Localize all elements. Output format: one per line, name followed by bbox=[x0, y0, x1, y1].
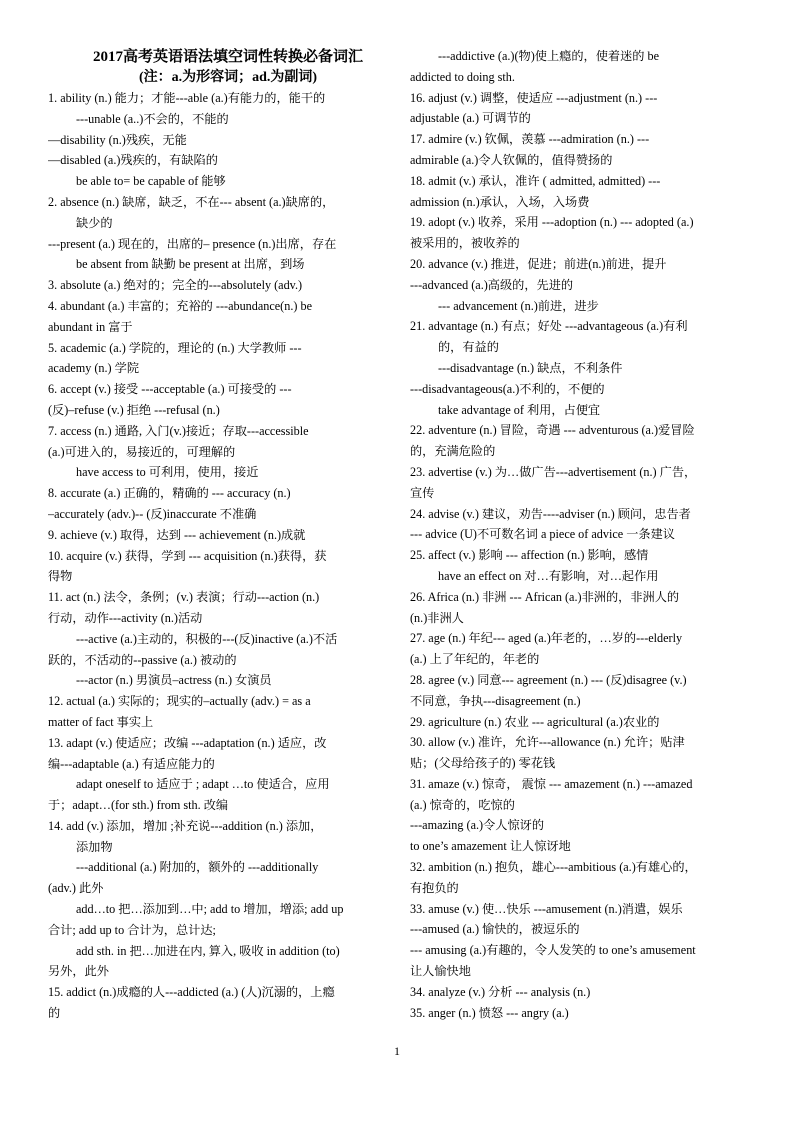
entry-line: 6. accept (v.) 接受 ---acceptable (a.) 可接受的 --- bbox=[48, 382, 292, 397]
entry-line: ---amused (a.) 愉快的，被逗乐的 bbox=[410, 922, 580, 937]
entry-line: 33. amuse (v.) 使…快乐 ---amusement (n.)消遣，娱乐 bbox=[410, 901, 683, 916]
entry-line: 21. advantage (n.) 有点；好处 ---advantageous (a.)有利 bbox=[410, 319, 688, 334]
entry-line: ---unable (a..)不会的，不能的 bbox=[76, 111, 229, 126]
entry-line: 32. ambition (n.) 抱负，雄心---ambitious (a.)有雄心的， bbox=[410, 860, 697, 875]
left-column bbox=[48, 46, 388, 1024]
page-subtitle: (注：a.为形容词；ad.为副词) bbox=[138, 70, 318, 85]
entry-line: 的，充满危险的 bbox=[410, 444, 496, 459]
entry-line: 3. absolute (a.) 绝对的；完全的---absolutely (adv.) bbox=[48, 278, 303, 293]
entry-line: --- advancement (n.)前进，进步 bbox=[438, 298, 599, 313]
entry-line: have an effect on 对…有影响，对…起作用 bbox=[438, 568, 659, 583]
entry-line: 12. actual (a.) 实际的；现实的–actually (adv.) = as a bbox=[48, 694, 311, 709]
entry-line: add…to 把…添加到…中; add to 增加，增添; add up bbox=[76, 902, 344, 917]
entry-line: 23. advertise (v.) 为…做广告---advertisement (n.) 广告， bbox=[410, 464, 697, 479]
entry-line: 13. adapt (v.) 使适应；改编 ---adaptation (n.) 适应，改 bbox=[48, 735, 327, 750]
entry-line: 26. Africa (n.) 非洲 --- African (a.)非洲的，非洲人的 bbox=[410, 589, 680, 604]
entry-line: addicted to doing sth. bbox=[410, 69, 515, 84]
entry-line: ---advanced (a.)高级的，先进的 bbox=[410, 277, 574, 292]
entry-line: 编---adaptable (a.) 有适应能力的 bbox=[48, 756, 215, 771]
entry-line: take advantage of 利用，占便宜 bbox=[438, 402, 601, 417]
entry-line: (a.) 上了年纪的，年老的 bbox=[410, 652, 540, 667]
entry-line: ---actor (n.) 男演员–actress (n.) 女演员 bbox=[76, 673, 272, 688]
right-column bbox=[410, 46, 762, 1023]
entry-line: 27. age (n.) 年纪--- aged (a.)年老的，…岁的---elderly bbox=[410, 631, 683, 646]
entry-line: abundant in 富于 bbox=[48, 319, 133, 334]
entry-line: 20. advance (v.) 推进，促进；前进(n.)前进，提升 bbox=[410, 256, 667, 271]
entry-line: matter of fact 事实上 bbox=[48, 714, 154, 729]
entry-line: ---present (a.) 现在的，出席的– presence (n.)出席，存在 bbox=[48, 236, 337, 251]
page-number: 1 bbox=[394, 1044, 400, 1058]
entry-line: 2. absence (n.) 缺席，缺乏，不在--- absent (a.)缺席的， bbox=[48, 194, 335, 209]
entry-line: 5. academic (a.) 学院的，理论的 (n.) 大学教师 --- bbox=[48, 340, 302, 355]
entry-line: 35. anger (n.) 愤怒 --- angry (a.) bbox=[410, 1005, 569, 1020]
entry-line: 缺少的 bbox=[76, 215, 113, 230]
right-entry-list bbox=[410, 46, 762, 1023]
entry-line: ---amazing (a.)令人惊讶的 bbox=[410, 818, 545, 833]
entry-line: (反)–refuse (v.) 拒绝 ---refusal (n.) bbox=[48, 402, 220, 417]
entry-line: 29. agriculture (n.) 农业 --- agricultural (a.)农业的 bbox=[410, 714, 660, 729]
entry-line: adjustable (a.) 可调节的 bbox=[410, 111, 531, 126]
entry-line: 4. abundant (a.) 丰富的；充裕的 ---abundance(n.) be bbox=[48, 298, 312, 313]
entry-line: to one’s amazement 让人惊讶地 bbox=[410, 839, 571, 854]
entry-line: 添加物 bbox=[76, 839, 113, 854]
entry-line: 15. addict (n.)成瘾的人---addicted (a.) (人)沉溺的，上瘾 bbox=[48, 985, 335, 1000]
entry-line: 合计; add up to 合计为，总计达; bbox=[48, 922, 216, 937]
entry-line: ---additional (a.) 附加的，额外的 ---additionally bbox=[76, 860, 319, 875]
entry-line: 7. access (n.) 通路, 入门(v.)接近；存取---accessible bbox=[48, 423, 309, 438]
entry-line: 1. ability (n.) 能力；才能---able (a.)有能力的，能干的 bbox=[48, 91, 326, 105]
entry-line: 行动，动作---activity (n.)活动 bbox=[48, 610, 203, 625]
entry-line: be absent from 缺勤 be present at 出席，到场 bbox=[76, 257, 305, 272]
entry-line: ---addictive (a.)(物)使上瘾的，使着迷的 be bbox=[438, 49, 660, 63]
entry-line: 18. admit (v.) 承认，准许 ( admitted, admitted) --- bbox=[410, 173, 661, 188]
entry-line: 让人愉快地 bbox=[410, 964, 471, 979]
entry-line: ---disadvantageous(a.)不利的，不便的 bbox=[410, 381, 605, 396]
entry-line: 另外，此外 bbox=[48, 964, 109, 979]
entry-line: be able to= be capable of 能够 bbox=[76, 174, 226, 189]
entry-line: 的，有益的 bbox=[438, 340, 499, 355]
entry-line: 14. add (v.) 添加，增加 ;补充说---addition (n.) 添加， bbox=[48, 818, 323, 833]
entry-line: 22. adventure (n.) 冒险，奇遇 --- adventurous (a.)爱冒险 bbox=[410, 423, 695, 438]
entry-line: admirable (a.)令人钦佩的，值得赞扬的 bbox=[410, 152, 613, 167]
entry-line: –accurately (adv.)-- (反)inaccurate 不准确 bbox=[48, 506, 257, 521]
entry-line: —disabled (a.)残疾的，有缺陷的 bbox=[48, 153, 218, 168]
entry-line: 24. advise (v.) 建议，劝告----adviser (n.) 顾问，忠告者 bbox=[410, 506, 691, 521]
entry-line: 贴；(父母给孩子的) 零花钱 bbox=[410, 756, 556, 771]
entry-line: 的 bbox=[48, 1006, 61, 1021]
entry-line: 17. admire (v.) 钦佩，羡慕 ---admiration (n.) --- bbox=[410, 132, 650, 147]
entry-line: 19. adopt (v.) 收养，采用 ---adoption (n.) --- adopted (a.) bbox=[410, 215, 694, 230]
entry-line: 34. analyze (v.) 分析 --- analysis (n.) bbox=[410, 984, 591, 999]
left-entry-list bbox=[48, 88, 388, 1024]
entry-line: academy (n.) 学院 bbox=[48, 361, 140, 376]
entry-line: admission (n.)承认，入场，入场费 bbox=[410, 194, 590, 209]
entry-line: —disability (n.)残疾，无能 bbox=[48, 132, 187, 147]
entry-line: 宣传 bbox=[410, 485, 435, 500]
entry-line: (n.)非洲人 bbox=[410, 610, 464, 625]
entry-line: 10. acquire (v.) 获得，学到 --- acquisition (n.)获得，获 bbox=[48, 548, 327, 563]
entry-line: --- advice (U)不可数名词 a piece of advice 一条建议 bbox=[410, 527, 675, 542]
entry-line: 28. agree (v.) 同意--- agreement (n.) --- (反)disagree (v.) bbox=[410, 672, 687, 687]
entry-line: have access to 可利用，使用，接近 bbox=[76, 465, 259, 480]
entry-line: add sth. in 把…加进在内, 算入, 吸收 in addition (to) bbox=[76, 943, 340, 958]
entry-line: 8. accurate (a.) 正确的，精确的 --- accuracy (n.) bbox=[48, 486, 291, 501]
entry-line: 30. allow (v.) 准许，允许---allowance (n.) 允许；贴津 bbox=[410, 735, 685, 750]
entry-line: (a.) 惊奇的，吃惊的 bbox=[410, 797, 515, 812]
entry-line: 跃的，不活动的--passive (a.) 被动的 bbox=[48, 652, 237, 667]
entry-line: 31. amaze (v.) 惊奇， 震惊 --- amazement (n.) ---amazed bbox=[410, 776, 693, 791]
entry-line: 25. affect (v.) 影响 --- affection (n.) 影响，感情 bbox=[410, 548, 649, 563]
entry-line: (adv.) 此外 bbox=[48, 881, 104, 896]
entry-line: 11. act (n.) 法令，条例；(v.) 表演；行动---action (n.) bbox=[48, 590, 320, 605]
entry-line: 16. adjust (v.) 调整，使适应 ---adjustment (n.) --- bbox=[410, 90, 658, 105]
entry-line: ---active (a.)主动的，积极的---(反)inactive (a.)不活 bbox=[76, 631, 338, 646]
entry-line: 有抱负的 bbox=[410, 880, 459, 895]
entry-line: 9. achieve (v.) 取得，达到 --- achievement (n.)成就 bbox=[48, 527, 306, 542]
entry-line: 不同意，争执---disagreement (n.) bbox=[410, 693, 581, 708]
page-title: 2017高考英语语法填空词性转换必备词汇 bbox=[92, 49, 363, 65]
entry-line: (a.)可进入的，易接近的，可理解的 bbox=[48, 444, 236, 459]
entry-line: adapt oneself to 适应于 ; adapt …to 使适合，应用 bbox=[76, 777, 330, 792]
entry-line: 被采用的，被收养的 bbox=[410, 236, 520, 251]
entry-line: 得物 bbox=[48, 569, 73, 584]
entry-line: ---disadvantage (n.) 缺点，不利条件 bbox=[438, 360, 623, 375]
entry-line: --- amusing (a.)有趣的，令人发笑的 to one’s amusement bbox=[410, 943, 696, 958]
entry-line: 于；adapt…(for sth.) from sth. 改编 bbox=[48, 798, 229, 813]
